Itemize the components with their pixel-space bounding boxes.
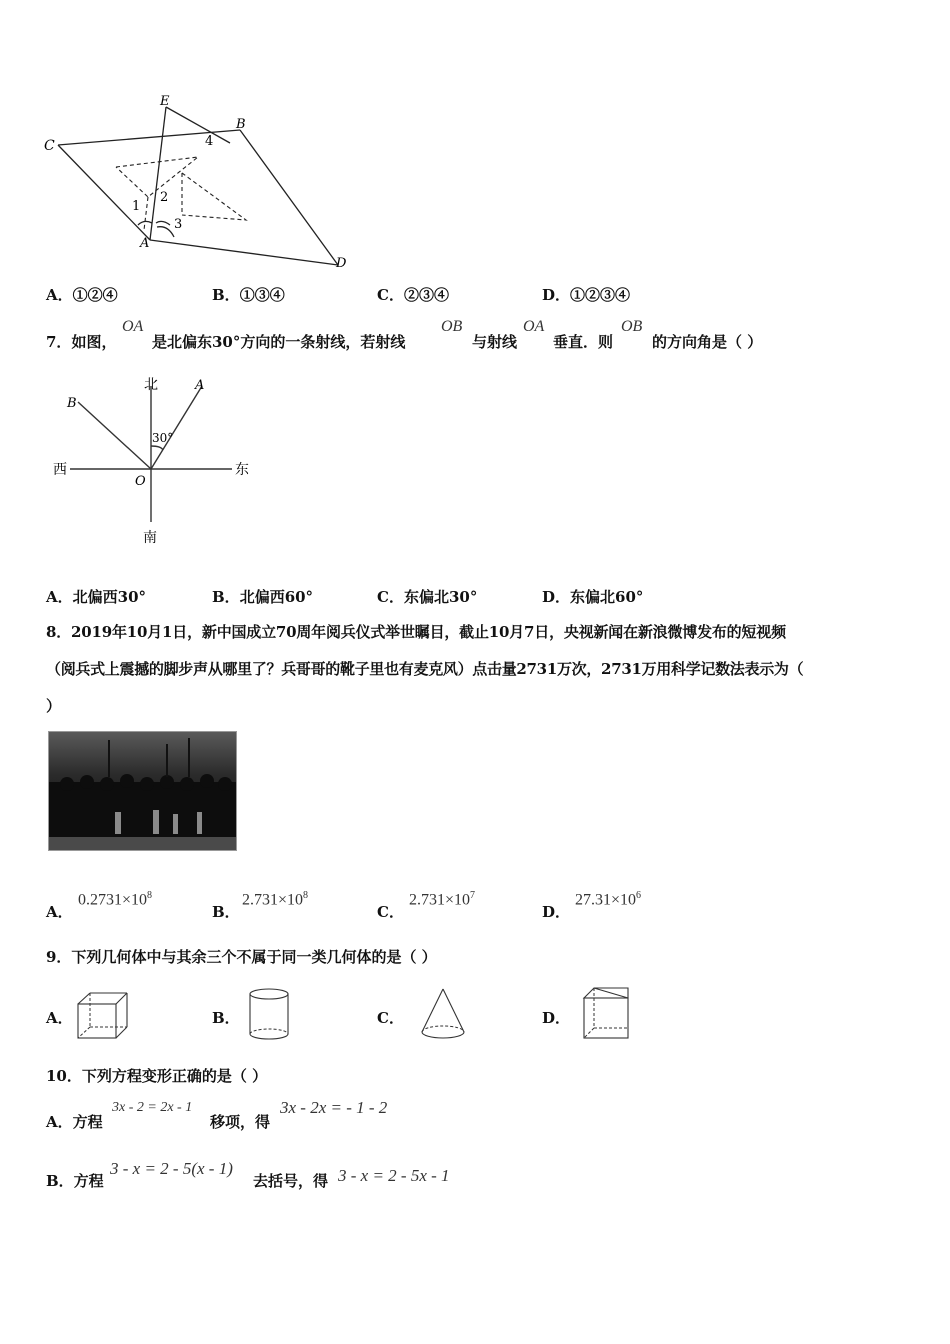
q7-ob-2: OB: [621, 318, 643, 335]
q7-option-d[interactable]: D．东偏北60°: [542, 588, 644, 606]
q7-ob-1: OB: [441, 318, 463, 335]
q10-option-a-eq2: 3x - 2x = - 1 - 2: [280, 1098, 388, 1117]
q7-stem: 7．如图，: [46, 333, 117, 351]
q10-option-a-eq1: 3x - 2 = 2x - 1: [112, 1100, 193, 1115]
q8-option-b-value[interactable]: $2.731\times 10^8$: [242, 890, 309, 909]
q8-option-d-value[interactable]: $27.31\times 10^6$: [575, 890, 642, 909]
q9-stem: 9．下列几何体中与其余三个不属于同一类几何体的是（ ）: [46, 948, 437, 966]
q7-label-A: A: [195, 378, 205, 393]
q8-option-c-value[interactable]: $2.731\times 10^7$: [409, 890, 476, 909]
q7-label-south: 南: [143, 530, 157, 546]
q7-option-a[interactable]: A．北偏西30°: [46, 588, 147, 606]
q10-option-b-mid: 去括号，得: [253, 1172, 329, 1190]
q7-oa-2: OA: [523, 318, 545, 335]
q9-option-a-label[interactable]: A．: [46, 1009, 73, 1027]
q7-stem-5: 的方向角是（ ）: [652, 333, 763, 351]
q9-option-c-label[interactable]: C．: [377, 1009, 404, 1027]
q8-stem-line3: ）: [46, 697, 62, 715]
q6-label-1: 1: [132, 199, 141, 214]
q7-stem-2: 是北偏东30°方向的一条射线，若射线: [152, 333, 406, 351]
parade-photo: [48, 731, 237, 851]
q7-label-angle: 30°: [152, 431, 174, 445]
cone-icon[interactable]: [418, 986, 468, 1042]
q8-option-c-label[interactable]: C．: [377, 903, 404, 921]
q8-option-b-label[interactable]: B．: [212, 903, 240, 921]
cylinder-icon[interactable]: [245, 986, 293, 1042]
q8-option-d-label[interactable]: D．: [542, 903, 571, 921]
q7-label-north: 北: [144, 377, 158, 393]
q6-option-a[interactable]: A．①②④: [46, 286, 118, 304]
q8-stem-line1: 8．2019年10月1日，新中国成立70周年阅兵仪式举世瞩目，截止10月7日，央视新闻在新浪微博发布的短视频: [46, 623, 786, 641]
q10-option-a-mid: 移项，得: [210, 1113, 271, 1131]
q10-option-b-label[interactable]: B．方程: [46, 1172, 104, 1190]
q9-option-b-label[interactable]: B．: [212, 1009, 240, 1027]
q6-label-3: 3: [174, 217, 183, 232]
q10-option-a-label[interactable]: A．方程: [46, 1113, 103, 1131]
q7-figure: [45, 372, 260, 552]
q6-option-d[interactable]: D．①②③④: [542, 286, 631, 304]
q6-label-A: A: [140, 236, 150, 251]
q7-label-east: 东: [235, 462, 249, 478]
q7-label-west: 西: [53, 462, 67, 478]
q8-stem-line2: （阅兵式上震撼的脚步声从哪里了？兵哥哥的靴子里也有麦克风）点击量2731万次，2731万用科学记数法表示为（: [46, 660, 804, 678]
prism-icon[interactable]: [580, 984, 632, 1042]
q7-label-B: B: [67, 396, 77, 411]
q9-option-d-label[interactable]: D．: [542, 1009, 571, 1027]
q6-label-2: 2: [160, 190, 169, 205]
q7-stem-4: 垂直．则: [553, 333, 614, 351]
q6-option-b[interactable]: B．①③④: [212, 286, 285, 304]
q8-option-a-value[interactable]: $0.2731\times 10^8$: [78, 890, 153, 909]
q6-label-E: E: [160, 95, 170, 109]
q6-label-C: C: [44, 138, 55, 154]
q6-figure: [40, 95, 360, 275]
q8-option-a-label[interactable]: A．: [46, 903, 73, 921]
q6-option-c[interactable]: C．②③④: [377, 286, 449, 304]
q6-label-D: D: [336, 256, 347, 271]
q7-option-b[interactable]: B．北偏西60°: [212, 588, 314, 606]
q7-oa-1: OA: [122, 318, 144, 335]
q7-option-c[interactable]: C．东偏北30°: [377, 588, 478, 606]
q6-label-B: B: [236, 117, 246, 132]
cube-icon[interactable]: [74, 990, 130, 1040]
q7-stem-3: 与射线: [472, 333, 518, 351]
q7-label-O: O: [135, 474, 146, 489]
q6-label-4: 4: [205, 134, 214, 149]
q10-option-b-eq1: 3 - x = 2 - 5(x - 1): [110, 1159, 233, 1178]
q10-stem: 10．下列方程变形正确的是（ ）: [46, 1067, 268, 1085]
q10-option-b-eq2: 3 - x = 2 - 5x - 1: [338, 1166, 450, 1185]
